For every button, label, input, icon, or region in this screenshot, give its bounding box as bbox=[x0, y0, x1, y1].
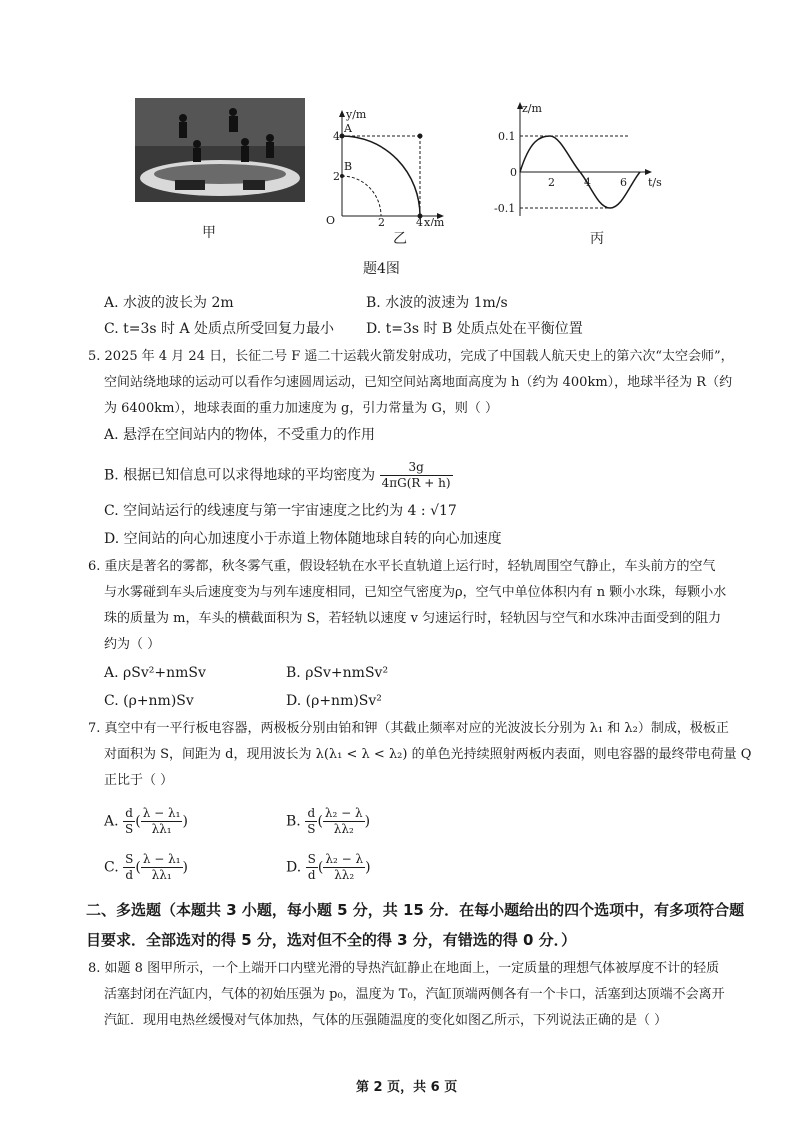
q5-line-3: 为 6400km），地球表面的重力加速度为 g，引力常量为 G，则（ ） bbox=[104, 401, 499, 416]
q7-c-frac1-den: d bbox=[125, 868, 134, 882]
q7-c-frac1-num: S bbox=[125, 852, 134, 866]
q6-option-b: B. ρSv+nmSv² bbox=[286, 665, 389, 681]
q5-option-b bbox=[104, 460, 453, 491]
q7-line-1: 7. 真空中有一平行板电容器，两极板分别由铂和钾（其截止频率对应的光波波长分别为 λ₁ 和 λ₂）制成，极板正 bbox=[88, 721, 729, 736]
bing-x-tick-2: 2 bbox=[548, 176, 555, 189]
q6-line-4: 约为（ ） bbox=[104, 637, 161, 652]
q7-d-frac1-den: d bbox=[307, 868, 316, 882]
q5-line-1: 5. 2025 年 4 月 24 日，长征二号 F 遥二十运载火箭发射成功，完成了中国载人航天史上的第六次“太空会师”， bbox=[88, 349, 734, 364]
q6-option-d: D. (ρ+nm)Sv² bbox=[286, 693, 382, 709]
q7-option-c: C. $\frac{S}{d}$ ( $\frac{\text{λ − λ₁}}{\text{λλ₁}}$ ) bbox=[104, 852, 189, 882]
q7-b-frac1-num: d bbox=[305, 806, 317, 822]
q7-c-frac2-den: λλ₁ bbox=[151, 868, 172, 882]
q7-b-frac1-den: S bbox=[307, 822, 316, 836]
yi-y-tick-2: 2 bbox=[333, 170, 340, 183]
q5-option-a: A. 悬浮在空间站内的物体，不受重力的作用 bbox=[104, 427, 376, 443]
bing-origin: 0 bbox=[510, 166, 517, 179]
q7-option-b: B. $\frac{d}{S}$ ( $\frac{\text{λ₂ − λ}}{\text{λλ₂}}$ ) bbox=[286, 806, 371, 836]
q6-line-3: 珠的质量为 m，车头的横截面积为 S，若轻轨以速度 v 匀速运行时，轻轨因与空气和水珠冲击面受到的阻力 bbox=[104, 611, 722, 626]
q5-line-2: 空间站绕地球的运动可以看作匀速圆周运动，已知空间站离地面高度为 h（约为 400km），地球半径为 R（约 bbox=[104, 375, 733, 390]
q7-d-frac2-num: λ₂ − λ bbox=[325, 852, 364, 866]
q5-option-d: D. 空间站的向心加速度小于赤道上物体随地球自转的向心加速度 bbox=[104, 531, 502, 547]
q5-density-denominator: 4πG(R + h) bbox=[381, 476, 451, 490]
q7-a-frac1-den: S bbox=[125, 822, 134, 836]
bing-x-tick-6: 6 bbox=[620, 176, 627, 189]
q7-a-frac2-num: λ − λ₁ bbox=[142, 806, 181, 820]
q8-line-3: 汽缸．现用电热丝缓慢对气体加热，气体的压强随温度的变化如图乙所示，下列说法正确的是（ ） bbox=[104, 1013, 668, 1028]
bing-y-axis-label: z/m bbox=[522, 102, 542, 115]
yi-x-axis-label: x/m bbox=[424, 216, 445, 226]
q7-option-b-label: B. bbox=[286, 813, 301, 830]
yi-y-tick-4: 4 bbox=[333, 130, 340, 143]
q5-density-numerator: 3g bbox=[380, 460, 453, 476]
q4-option-b: B. 水波的波速为 1m/s bbox=[366, 295, 508, 311]
q5-option-c: C. 空间站运行的线速度与第一宇宙速度之比约为 4 : √17 bbox=[104, 503, 457, 519]
graph-yi bbox=[322, 108, 452, 230]
section-2-heading-line-2: 目要求．全部选对的得 5 分，选对但不全的得 3 分，有错选的得 0 分．） bbox=[86, 931, 577, 949]
q6-line-2: 与水雾碰到车头后速度变为与列车速度相同，已知空气密度为ρ，空气中单位体积内有 n 颗小水珠，每颗小水 bbox=[104, 585, 727, 600]
q7-line-3: 正比于（ ） bbox=[104, 773, 174, 788]
figure-label-bing: 丙 bbox=[590, 231, 604, 247]
q7-option-a: A. $\frac{d}{S}$ ( $\frac{\text{λ − λ₁}}{\text{λλ₁}}$ ) bbox=[104, 806, 188, 836]
graph-bing bbox=[490, 100, 670, 222]
q7-option-d: D. $\frac{S}{d}$ ( $\frac{\text{λ₂ − λ}}{\text{λλ₂}}$ ) bbox=[286, 852, 371, 882]
q6-option-c: C. (ρ+nm)Sv bbox=[104, 693, 194, 709]
q7-b-frac2-num: λ₂ − λ bbox=[324, 806, 363, 820]
q5-option-b-text: B. 根据已知信息可以求得地球的平均密度为 bbox=[104, 467, 376, 484]
q4-option-a: A. 水波的波长为 2m bbox=[104, 295, 234, 311]
q8-line-2: 活塞封闭在汽缸内，气体的初始压强为 p₀，温度为 T₀，汽缸顶端两侧各有一个卡口，活塞到达顶端不会离开 bbox=[104, 987, 725, 1002]
trampoline-photo bbox=[135, 98, 305, 202]
q4-option-d: D. t=3s 时 B 处质点处在平衡位置 bbox=[366, 321, 583, 337]
q8-line-1: 8. 如题 8 图甲所示，一个上端开口内壁光滑的导热汽缸静止在地面上，一定质量的理想气体被厚度不计的轻质 bbox=[88, 961, 720, 976]
yi-x-tick-2: 2 bbox=[378, 216, 385, 226]
yi-point-a: A bbox=[344, 122, 352, 135]
q7-a-frac2-den: λλ₁ bbox=[151, 822, 172, 836]
q7-option-c-label: C. bbox=[104, 859, 119, 876]
figure-label-yi: 乙 bbox=[393, 231, 407, 247]
bing-x-axis-label: t/s bbox=[648, 176, 662, 189]
q7-c-frac2-num: λ − λ₁ bbox=[142, 852, 181, 866]
q6-option-a: A. ρSv²+nmSv bbox=[104, 665, 206, 681]
figure-caption: 题4图 bbox=[363, 261, 400, 277]
q7-d-frac1-num: S bbox=[307, 852, 316, 866]
q7-line-2: 对面积为 S，间距为 d，现用波长为 λ(λ₁ < λ < λ₂) 的单色光持续照射两板内表面，则电容器的最终带电荷量 Q bbox=[104, 747, 752, 762]
bing-x-tick-4: 4 bbox=[584, 176, 591, 189]
figure-label-jia: 甲 bbox=[202, 225, 216, 241]
bing-y-tick-neg: -0.1 bbox=[494, 202, 516, 215]
yi-origin: O bbox=[326, 214, 336, 226]
section-2-heading-line-1: 二、多选题（本题共 3 小题，每小题 5 分，共 15 分．在每小题给出的四个选项中，有多项符合题 bbox=[86, 901, 745, 919]
yi-y-axis-label: y/m bbox=[346, 108, 367, 121]
q5-density-fraction bbox=[380, 460, 453, 491]
q7-b-frac2-den: λλ₂ bbox=[333, 822, 354, 836]
q7-option-a-label: A. bbox=[104, 813, 119, 830]
q7-a-frac1-num: d bbox=[123, 806, 135, 822]
q7-option-d-label: D. bbox=[286, 859, 302, 876]
yi-x-tick-4: 4 bbox=[416, 216, 423, 226]
page-footer: 第 2 页，共 6 页 bbox=[356, 1080, 458, 1095]
yi-point-b: B bbox=[344, 160, 353, 173]
q4-option-c: C. t=3s 时 A 处质点所受回复力最小 bbox=[104, 321, 335, 337]
bing-y-tick-pos: 0.1 bbox=[498, 130, 516, 143]
q7-d-frac2-den: λλ₂ bbox=[334, 868, 355, 882]
q6-line-1: 6. 重庆是著名的雾都，秋冬雾气重，假设轻轨在水平长直轨道上运行时，轻轨周围空气静止，车头前方的空气 bbox=[88, 559, 716, 574]
